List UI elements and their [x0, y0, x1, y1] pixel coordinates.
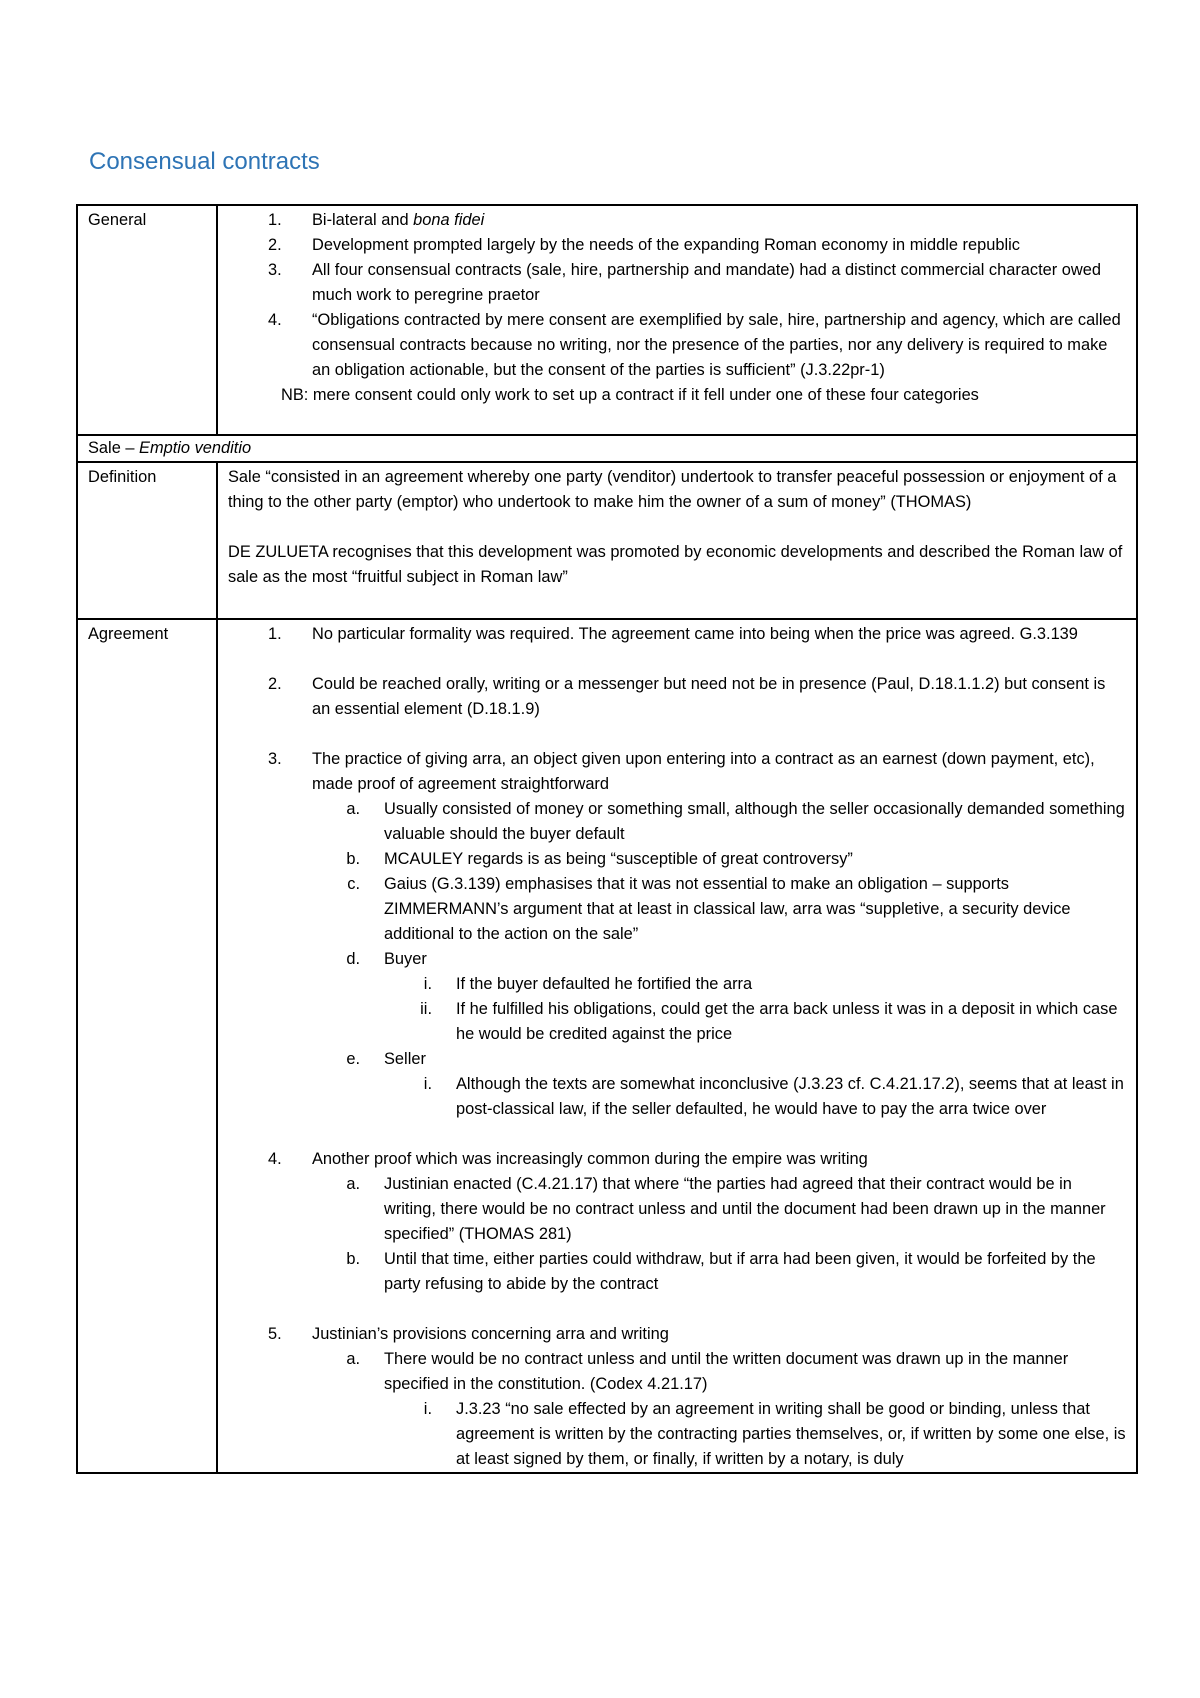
list-item: 3. All four consensual contracts (sale, hire, partnership and mandate) had a distinct commercial character owed much work to peregrine praetor: [268, 261, 1101, 304]
sub-list: [312, 797, 1126, 1122]
list-item: 2. Development prompted largely by the needs of the expanding Roman economy in middle republic: [268, 236, 1020, 254]
agreement-content: [217, 619, 1137, 1473]
list-item: 4. Another proof which was increasingly common during the empire was writing a. Justinian enacted (C.4.21.17) that where “the parties had agreed that their contract would be in writing, there would be no contract unless and until the document had been drawn up in the manner specified” (THOMAS 281) b. Until that time, either parties could withdraw, but if arra had been given, it would be forfeited by the party refusing to abide by the contract: [228, 1147, 1126, 1297]
list-item: e. Seller i. Although the texts are somewhat inconclusive (J.3.23 cf. C.4.21.17.2), seems that at least in post-classical law, if the seller defaulted, he would have to pay the arra twice over: [312, 1047, 1126, 1122]
table-row: [77, 205, 1137, 435]
list-item: b. MCAULEY regards is as being “susceptible of great controversy”: [346, 850, 853, 868]
list-item: i. J.3.23 “no sale effected by an agreement in writing shall be good or binding, unless that agreement is written by the contracting parties themselves, or, if written by some one else, is at least signed by them, or finally, if written by a notary, is duly: [423, 1400, 1126, 1468]
row-label-general: General: [77, 205, 217, 435]
general-content: [217, 205, 1137, 435]
sub-sub-list: [384, 972, 1126, 1047]
definition-paragraph: Sale “consisted in an agreement whereby one party (venditor) undertook to transfer peaceful possession or enjoyment of a thing to the other party (emptor) who undertook to make him the owner of a sum of money” (THOMAS): [228, 468, 1117, 511]
sub-sub-list: [384, 1397, 1126, 1472]
row-label-agreement: Agreement: [77, 619, 217, 1473]
list-item: 1. Bi-lateral and bona fidei: [268, 211, 485, 229]
sub-list: [312, 1172, 1126, 1297]
sub-sub-list: [384, 1072, 1126, 1122]
contracts-table: [76, 204, 1138, 1474]
list-item: i. If the buyer defaulted he fortified the arra: [423, 975, 753, 993]
list-item: a. Usually consisted of money or something small, although the seller occasionally demanded something valuable should the buyer default: [346, 800, 1125, 843]
sub-list: [312, 1347, 1126, 1472]
general-list: [228, 208, 1126, 383]
list-item: 2. Could be reached orally, writing or a messenger but need not be in presence (Paul, D.18.1.1.2) but consent is an essential element (D.18.1.9): [268, 675, 1106, 718]
list-item: a. There would be no contract unless and until the written document was drawn up in the manner specified in the constitution. (Codex 4.21.17) i. J.3.23 “no sale effected by an agreement in writing shall be good or binding, unless that agreement is written by the contracting parties themselves, or, if written by some one else, is at least signed by them, or finally, if written by a notary, is duly: [312, 1347, 1126, 1472]
definition-content: [217, 462, 1137, 619]
list-item: c. Gaius (G.3.139) emphasises that it was not essential to make an obligation – supports ZIMMERMANN’s argument that at least in classical law, arra was “suppletive, a security device additional to the action on the sale”: [347, 875, 1071, 943]
definition-paragraph: DE ZULUETA recognises that this development was promoted by economic developments and described the Roman law of sale as the most “fruitful subject in Roman law”: [228, 543, 1123, 586]
agreement-list: [228, 622, 1126, 1472]
table-row: [77, 619, 1137, 1473]
table-row: [77, 462, 1137, 619]
list-item: 1. No particular formality was required. The agreement came into being when the price was agreed. G.3.139: [268, 625, 1078, 643]
table-row: [77, 435, 1137, 462]
list-item: ii. If he fulfilled his obligations, could get the arra back unless it was in a deposit in which case he would be credited against the price: [420, 1000, 1118, 1043]
list-item: i. Although the texts are somewhat inconclusive (J.3.23 cf. C.4.21.17.2), seems that at least in post-classical law, if the seller defaulted, he would have to pay the arra twice over: [423, 1075, 1124, 1118]
list-item: 3. The practice of giving arra, an object given upon entering into a contract as an earnest (down payment, etc), made proof of agreement straightforward a. Usually consisted of money or something small, although the seller occasionally demanded something valuable should the buyer default b. MCAULEY regards is as being “susceptible of great controversy” c. Gaius (G.3.139) emphasises that it was not essential to make an obligation – supports ZIMMERMANN’s argument that at least in classical law, arra was “suppletive, a security device additional to the action on the sale” d. Buyer i. If the buyer defaulted he fortified the arra ii. If he fulfilled his obligations, could get the arra back unless it was in a deposit in which case he would be credited against the price e. Seller i. Although the texts are somewhat inconclusive (J.3.23 cf. C.4.21.17.2), seems that at least in post-classical law, if the seller defaulted, he would have to pay the arra twice over: [228, 747, 1126, 1122]
nb-note: NB: mere consent could only work to set up a contract if it fell under one of these four categories: [281, 386, 979, 404]
list-item: 5. Justinian’s provisions concerning arra and writing a. There would be no contract unless and until the written document was drawn up in the manner specified in the constitution. (Codex 4.21.17) i. J.3.23 “no sale effected by an agreement in writing shall be good or binding, unless that agreement is written by the contracting parties themselves, or, if written by some one else, is at least signed by them, or finally, if written by a notary, is duly: [228, 1322, 1126, 1472]
list-item: d. Buyer i. If the buyer defaulted he fortified the arra ii. If he fulfilled his obligations, could get the arra back unless it was in a deposit in which case he would be credited against the price: [312, 947, 1126, 1047]
row-label-definition: Definition: [77, 462, 217, 619]
document-title: Consensual contracts: [89, 148, 320, 175]
section-heading-sale: Sale – Emptio venditio: [77, 435, 1137, 462]
list-item: b. Until that time, either parties could withdraw, but if arra had been given, it would be forfeited by the party refusing to abide by the contract: [346, 1250, 1096, 1293]
list-item: a. Justinian enacted (C.4.21.17) that where “the parties had agreed that their contract would be in writing, there would be no contract unless and until the document had been drawn up in the manner specified” (THOMAS 281): [346, 1175, 1106, 1243]
list-item: 4. “Obligations contracted by mere consent are exemplified by sale, hire, partnership and agency, which are called consensual contracts because no writing, nor the presence of the parties, nor any delivery is required to make an obligation actionable, but the consent of the parties is sufficient” (J.3.22pr-1): [268, 311, 1121, 379]
